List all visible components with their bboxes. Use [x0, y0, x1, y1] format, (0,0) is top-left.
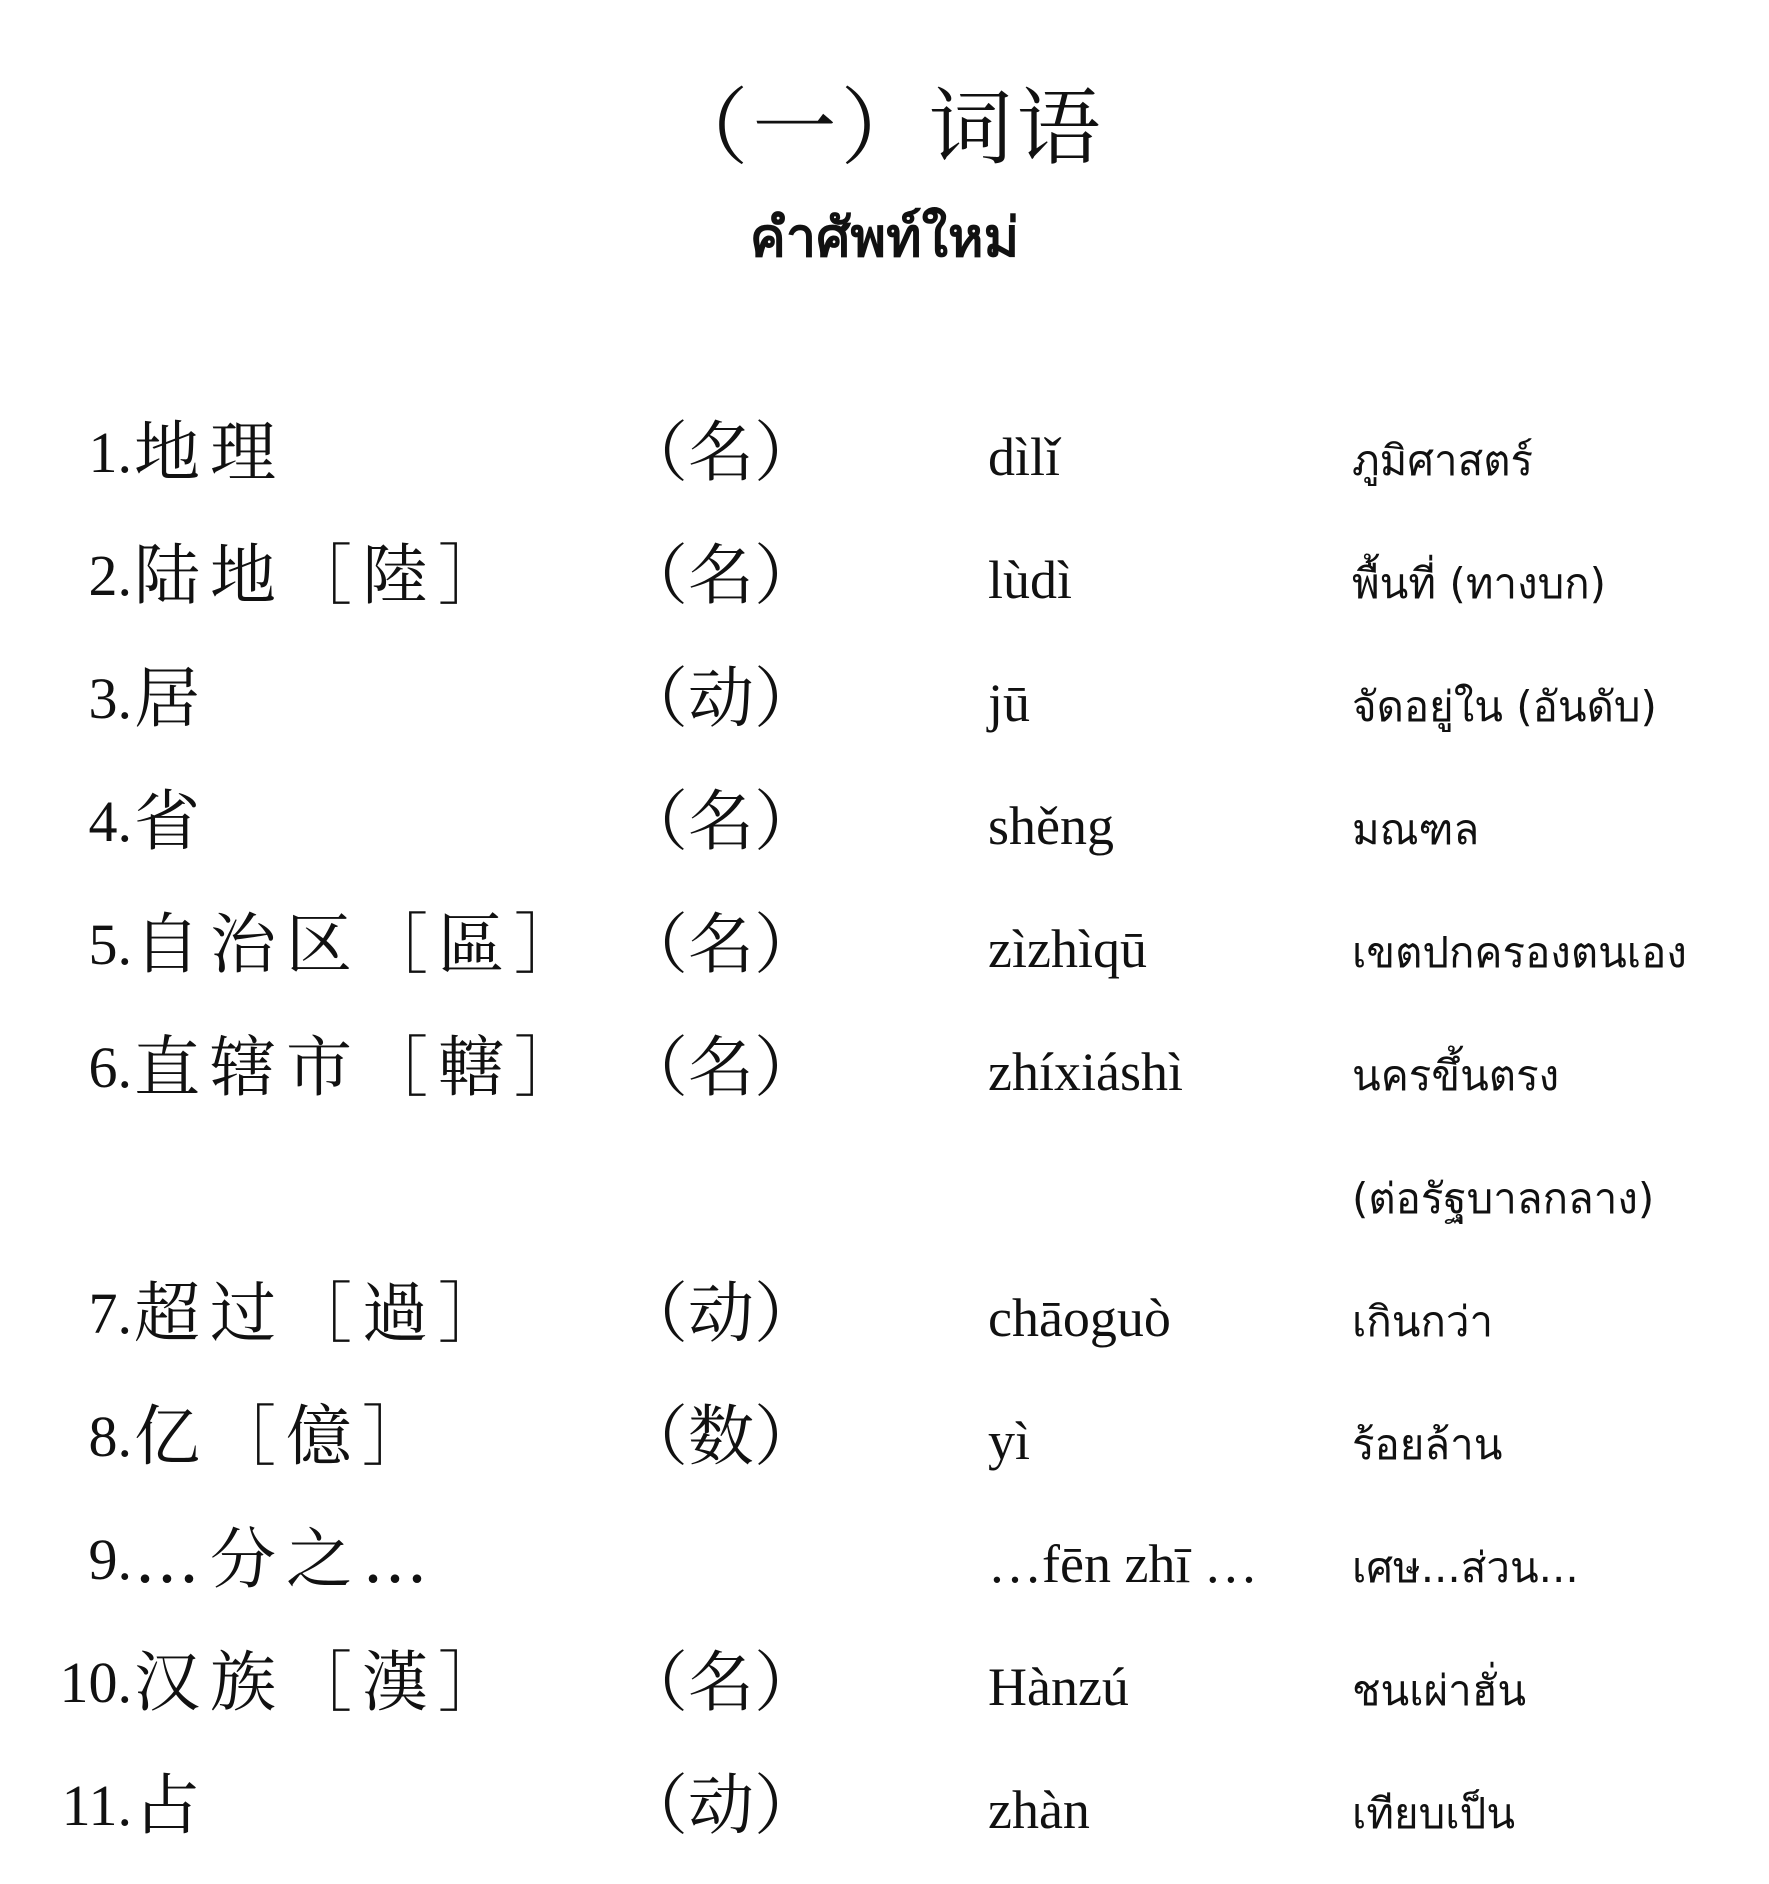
chinese-word: 亿［億］	[134, 1398, 438, 1475]
vocab-list	[0, 408, 1769, 1884]
pinyin: shěng	[988, 796, 1114, 856]
chinese-word: 超过［過］	[134, 1275, 514, 1352]
vocab-item	[0, 654, 1769, 777]
thai-meaning: ร้อยล้าน	[1352, 1420, 1503, 1469]
part-of-speech: （数）	[622, 1398, 820, 1475]
chinese-word: …分之…	[134, 1521, 438, 1598]
vocab-item	[0, 1515, 1769, 1638]
vocab-item	[0, 1269, 1769, 1392]
thai-meaning: เขตปกครองตนเอง	[1352, 928, 1687, 977]
item-number: 6.	[88, 1035, 132, 1100]
item-number: 10.	[59, 1650, 132, 1715]
chinese-word: 居	[134, 660, 210, 737]
chinese-word: 陆地［陸］	[134, 537, 514, 614]
item-number: 3.	[88, 666, 132, 731]
part-of-speech: （名）	[622, 537, 820, 614]
thai-meaning: เศษ...ส่วน...	[1352, 1543, 1579, 1592]
thai-meaning: จัดอยู่ใน (อันดับ)	[1352, 682, 1657, 731]
item-number: 11.	[61, 1773, 132, 1838]
item-number: 2.	[88, 543, 132, 608]
vocab-item	[0, 777, 1769, 900]
pinyin: zhàn	[988, 1780, 1090, 1840]
thai-meaning: ชนเผ่าฮั่น	[1352, 1666, 1527, 1715]
chinese-word: 省	[134, 783, 210, 860]
pinyin: zìzhìqū	[988, 919, 1147, 979]
thai-meaning: พื้นที่ (ทางบก)	[1352, 559, 1607, 608]
vocab-item	[0, 1638, 1769, 1761]
thai-meaning: เกินกว่า	[1352, 1297, 1494, 1346]
vocab-item-continuation	[0, 1146, 1769, 1269]
pinyin: Hànzú	[988, 1657, 1129, 1717]
part-of-speech: （动）	[622, 660, 820, 737]
chinese-word: 汉族［漢］	[134, 1644, 514, 1721]
pinyin: lùdì	[988, 550, 1073, 610]
thai-meaning-continuation: (ต่อรัฐบาลกลาง)	[1352, 1174, 1655, 1223]
thai-meaning: มณฑล	[1352, 805, 1480, 854]
pinyin: yì	[988, 1411, 1031, 1471]
thai-meaning: นครขึ้นตรง	[1352, 1051, 1560, 1100]
item-number: 9.	[88, 1527, 132, 1592]
item-number: 7.	[88, 1281, 132, 1346]
thai-meaning: ภูมิศาสตร์	[1352, 436, 1534, 485]
vocab-item	[0, 531, 1769, 654]
part-of-speech: （动）	[622, 1767, 820, 1844]
vocab-item	[0, 1023, 1769, 1146]
pinyin: dìlǐ	[988, 427, 1061, 487]
item-number: 4.	[88, 789, 132, 854]
part-of-speech: （名）	[622, 783, 820, 860]
vocab-item	[0, 1761, 1769, 1884]
pinyin: zhíxiáshì	[988, 1042, 1183, 1102]
vocab-item	[0, 408, 1769, 531]
thai-meaning: เทียบเป็น	[1352, 1789, 1516, 1838]
chinese-word: 占	[134, 1767, 210, 1844]
vocab-item	[0, 900, 1769, 1023]
section-subtitle: คำศัพท์ใหม่	[749, 206, 1020, 269]
pinyin: chāoguò	[988, 1288, 1171, 1348]
item-number: 5.	[88, 912, 132, 977]
vocab-item	[0, 1392, 1769, 1515]
chinese-word: 地理	[134, 414, 286, 491]
chinese-word: 自治区［區］	[134, 906, 590, 983]
section-title: （一）词语	[664, 79, 1105, 177]
part-of-speech: （名）	[622, 1029, 820, 1106]
part-of-speech: （动）	[622, 1275, 820, 1352]
part-of-speech: （名）	[622, 906, 820, 983]
item-number: 1.	[88, 420, 132, 485]
chinese-word: 直辖市［轄］	[134, 1029, 590, 1106]
item-number: 8.	[88, 1404, 132, 1469]
part-of-speech: （名）	[622, 1644, 820, 1721]
pinyin: jū	[988, 673, 1031, 733]
part-of-speech: （名）	[622, 414, 820, 491]
pinyin: …fēn zhī …	[988, 1534, 1258, 1594]
